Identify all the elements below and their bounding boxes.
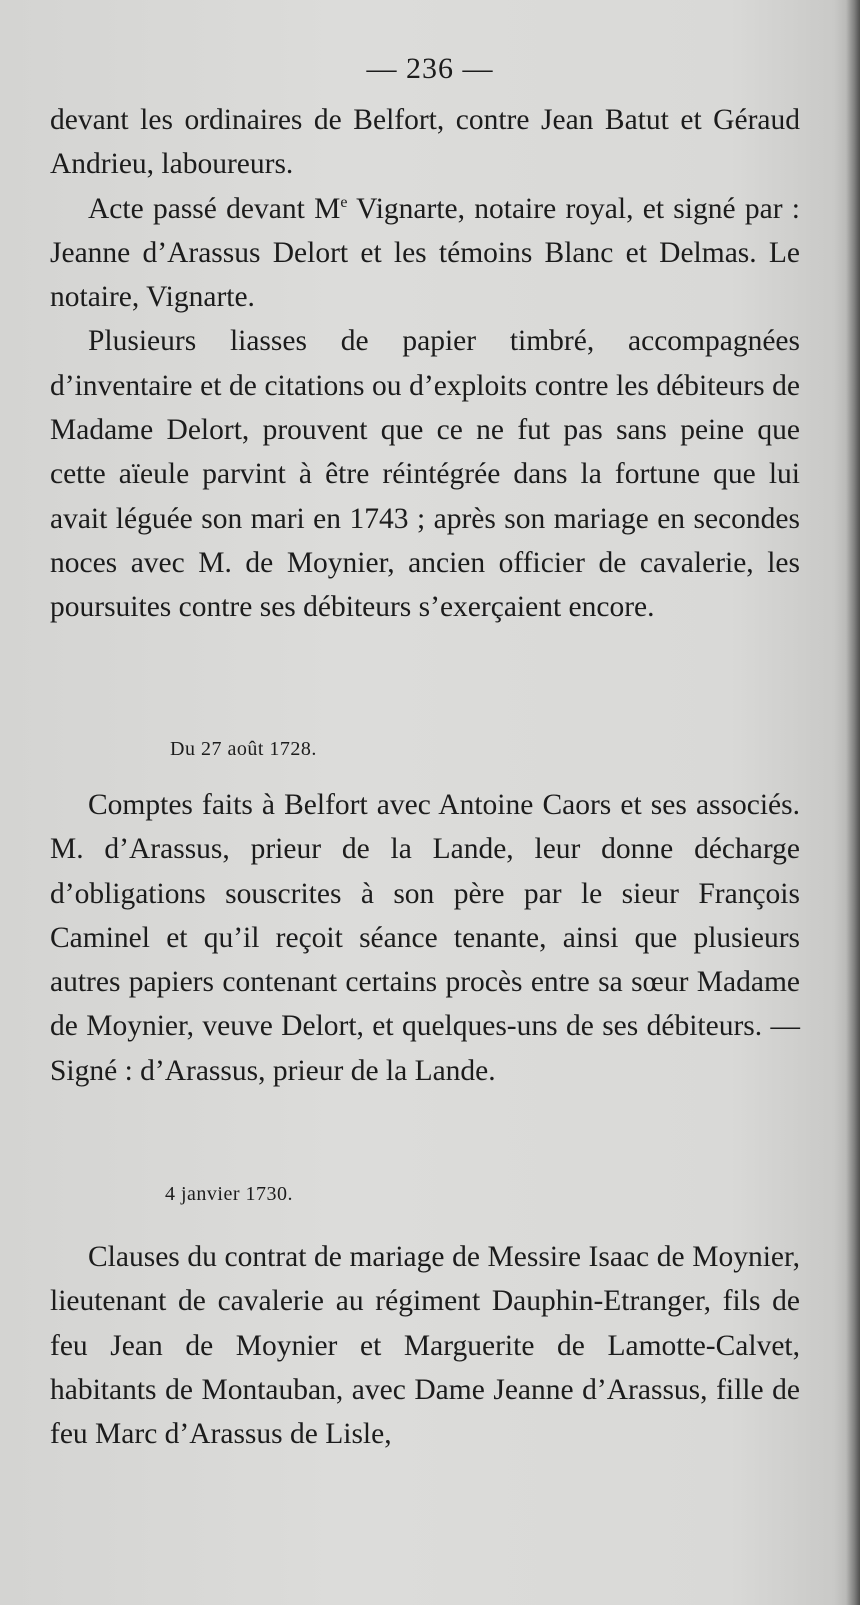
date-heading-1730: 4 janvier 1730. [165,1183,294,1205]
paragraph-2 [50,187,800,320]
paragraph-5: Clauses du contrat de mariage de Messire Isaac de Moynier, lieutenant de cavalerie au régiment Dauphin-Etranger, fils de feu Jean de Moynier et Marguerite de Lamotte-Calvet, habitants de Montauban, avec Dame Jeanne d’Arassus, fille de feu Marc d’Arassus de Lisle, [50,1241,800,1451]
paragraph-1: devant les ordinaires de Belfort, contre Jean Batut et Géraud Andrieu, laboureurs. [50,104,800,181]
paragraph-4: Comptes faits à Belfort avec Antoine Caors et ses associés. M. d’Arassus, prieur de la Lande, leur donne décharge d’obligations souscrites à son père par le sieur François Caminel et qu’il reçoit séance tenante, ainsi que plusieurs autres papiers contenant certains procès entre sa sœur Madame de Moynier, veuve Delort, et quelques-uns de ses débiteurs. — Signé : d’Arassus, prieur de la Lande. [50,789,800,1087]
page-number: — 236 — [366,52,494,85]
paragraph-3: Plusieurs liasses de papier timbré, accompagnées d’inventaire et de citations ou d’exploits contre les débiteurs de Madame Delort, prouvent que ce ne fut pas sans peine que cette aïeule parvint à être réintégrée dans la fortune que lui avait léguée son mari en 1743 ; après son mariage en secondes noces avec M. de Moynier, ancien officier de cavalerie, les poursuites contre ses débiteurs s’exerçaient encore. [50,325,800,624]
text-block-bottom [50,1235,800,1456]
page-spine-shadow [846,0,860,1605]
text-block-middle [50,783,800,1093]
paragraph-2-start: Acte passé devant M [88,192,341,225]
superscript-e: e [340,193,348,211]
paragraph-2-rest: Vignarte, notaire royal, et signé par : Jeanne d’Arassus Delort et les témoins Blanc et Delmas. Le notaire, Vignarte. [50,192,801,314]
date-heading-1728: Du 27 août 1728. [170,738,317,760]
text-block-top [50,98,800,630]
